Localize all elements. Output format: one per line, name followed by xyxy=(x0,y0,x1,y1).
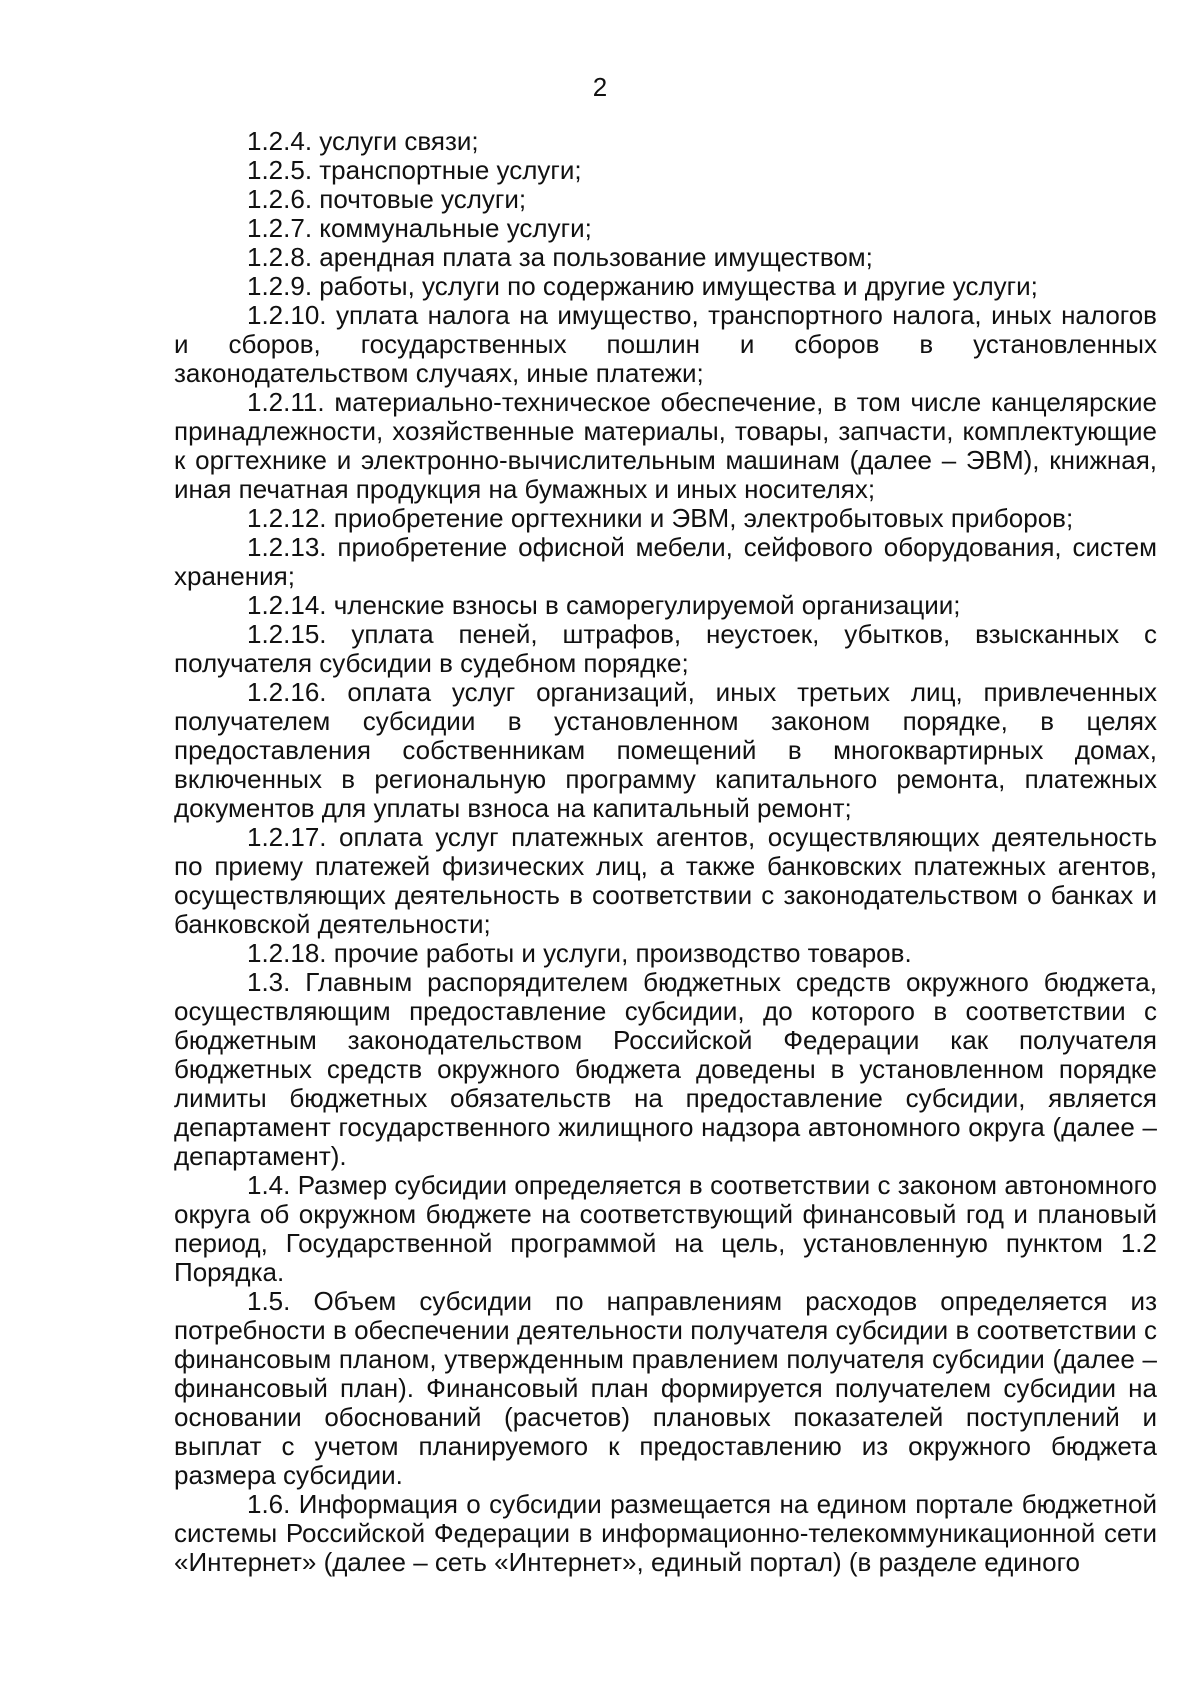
paragraph-1-3: 1.3. Главным распорядителем бюджетных средств окружного бюджета, осуществляющим предоставление субсидии, до которого в соответствии с бюджетным законодательством Российской Федерации как получателя бюджетных средств окружного бюджета доведены в установленном порядке лимиты бюджетных обязательств на предоставление субсидии, является департамент государственного жилищного надзора автономного округа (далее – департамент). xyxy=(174,967,1157,1171)
paragraph-1-2-7: 1.2.7. коммунальные услуги; xyxy=(247,213,592,243)
paragraph-1-2-13: 1.2.13. приобретение офисной мебели, сейфового оборудования, систем хранения; xyxy=(174,532,1157,591)
paragraph-1-2-11: 1.2.11. материально-техническое обеспечение, в том числе канцелярские принадлежности, хозяйственные материалы, товары, запчасти, комплектующие к оргтехнике и электронно-вычислительным машинам (далее – ЭВМ), книжная, иная печатная продукция на бумажных и иных носителях; xyxy=(174,387,1157,504)
paragraph-1-2-16: 1.2.16. оплата услуг организаций, иных третьих лиц, привлеченных получателем субсидии в установленном законом порядке, в целях предоставления собственникам помещений в многоквартирных домах, включенных в региональную программу капитального ремонта, платежных документов для уплаты взноса на капитальный ремонт; xyxy=(174,677,1157,823)
paragraph-1-6: 1.6. Информация о субсидии размещается на едином портале бюджетной системы Российской Федерации в информационно-телекоммуникационной сети «Интернет» (далее – сеть «Интернет», единый портал) (в разделе единого xyxy=(174,1489,1157,1577)
paragraph-1-2-12: 1.2.12. приобретение оргтехники и ЭВМ, электробытовых приборов; xyxy=(247,503,1074,533)
paragraph-1-2-15: 1.2.15. уплата пеней, штрафов, неустоек, убытков, взысканных с получателя субсидии в судебном порядке; xyxy=(174,619,1157,678)
page-number: 2 xyxy=(592,72,608,102)
paragraph-1-2-18: 1.2.18. прочие работы и услуги, производство товаров. xyxy=(247,938,912,968)
paragraph-1-2-4: 1.2.4. услуги связи; xyxy=(247,126,479,156)
paragraph-1-2-5: 1.2.5. транспортные услуги; xyxy=(247,155,582,185)
paragraph-1-2-14: 1.2.14. членские взносы в саморегулируемой организации; xyxy=(247,590,961,620)
paragraph-1-2-9: 1.2.9. работы, услуги по содержанию имущества и другие услуги; xyxy=(247,271,1038,301)
paragraph-1-2-6: 1.2.6. почтовые услуги; xyxy=(247,184,527,214)
paragraph-1-5: 1.5. Объем субсидии по направлениям расходов определяется из потребности в обеспечении деятельности получателя субсидии в соответствии с финансовым планом, утвержденным правлением получателя субсидии (далее – финансовый план). Финансовый план формируется получателем субсидии на основании обоснований (расчетов) плановых показателей поступлений и выплат с учетом планируемого к предоставлению из окружного бюджета размера субсидии. xyxy=(174,1286,1157,1490)
paragraph-1-2-8: 1.2.8. арендная плата за пользование имуществом; xyxy=(247,242,873,272)
paragraph-1-2-17: 1.2.17. оплата услуг платежных агентов, осуществляющих деятельность по приему платежей физических лиц, а также банковских платежных агентов, осуществляющих деятельность в соответствии с законодательством о банках и банковской деятельности; xyxy=(174,822,1157,939)
paragraph-1-4: 1.4. Размер субсидии определяется в соответствии с законом автономного округа об окружном бюджете на соответствующий финансовый год и плановый период, Государственной программой на цель, установленную пунктом 1.2 Порядка. xyxy=(174,1170,1157,1287)
paragraph-1-2-10: 1.2.10. уплата налога на имущество, транспортного налога, иных налогов и сборов, государственных пошлин и сборов в установленных законодательством случаях, иные платежи; xyxy=(174,300,1157,388)
document-body xyxy=(174,127,1157,1577)
